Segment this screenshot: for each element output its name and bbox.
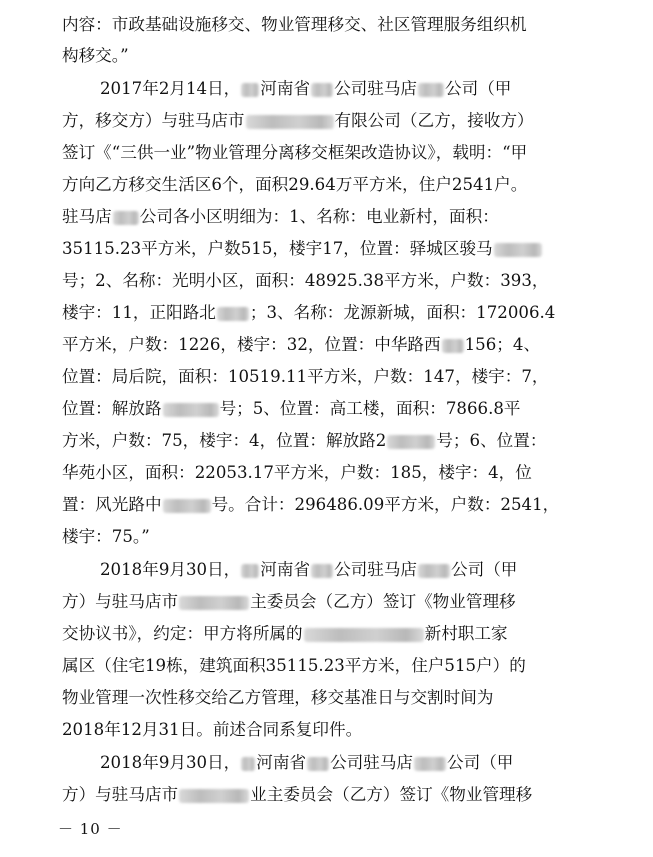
text-line: 2018年12月31日。前述合同系复印件。: [62, 720, 363, 739]
text-line: 35115.23平方米，户数515，楼宇17，位置：驿城区骏马: [62, 234, 543, 264]
redaction: [414, 757, 446, 771]
redaction: [241, 564, 259, 578]
redaction: [418, 83, 444, 97]
text-line: 签订《“三供一业”物业管理分离移交框架改造协议》，载明：“甲: [62, 143, 528, 162]
redaction: [217, 307, 249, 321]
text-line: 位置：局后院，面积：10519.11平方米，户数：147，楼宇：7，: [62, 367, 549, 386]
text-line: 方向乙方移交生活区6个，面积29.64万平方米，住户2541户。: [62, 175, 528, 194]
text-line: 交协议书》，约定：甲方将所属的 新村职工家: [62, 624, 508, 643]
text-line: 位置：解放路 号；5、位置：高工楼，面积：7866.8平: [62, 399, 521, 418]
text-line: 2018年9月30日， 河南省 公司驻马店 公司（甲: [100, 560, 518, 579]
text-line: 方，移交方）与驻马店市 有限公司（乙方，接收方）: [62, 111, 534, 130]
page-number: － 10 －: [58, 820, 123, 838]
text-line: 方）与驻马店市 业主委员会（乙方）签订《物业管理移: [62, 785, 533, 804]
text-line: 号；2、名称：光明小区，面积：48925.38平方米，户数：393，: [62, 271, 549, 290]
redaction: [307, 757, 329, 771]
text-line: 平方米，户数：1226，楼宇：32，位置：中华路西 156；4、: [62, 335, 541, 354]
redaction: [163, 403, 219, 417]
redaction: [246, 115, 334, 129]
redaction: [387, 435, 435, 449]
text-line: 置：风光路中 号。合计：296486.09平方米，户数：2541，: [62, 495, 560, 514]
redaction: [163, 499, 211, 513]
text-line: 楼宇：75。”: [62, 527, 150, 546]
text-line: 方米，户数：75，楼宇：4，位置：解放路2 号；6、位置：: [62, 431, 547, 450]
text-line: 2017年2月14日， 河南省 公司驻马店 公司（甲: [100, 79, 512, 98]
text-line: 方）与驻马店市 主委员会（乙方）签订《物业管理移: [62, 592, 516, 611]
redaction: [241, 83, 259, 97]
redaction: [179, 789, 249, 803]
redaction: [304, 628, 424, 642]
text-line: 内容：市政基础设施移交、物业管理移交、社区管理服务组织机: [62, 15, 527, 34]
text-line: 物业管理一次性移交给乙方管理，移交基准日与交割时间为: [62, 688, 494, 707]
redaction: [241, 757, 255, 771]
redaction: [113, 211, 139, 225]
text-line: 驻马店 公司各小区明细为：1、名称：电业新村，面积：: [62, 207, 499, 226]
redaction: [494, 243, 542, 257]
redaction: [442, 339, 464, 353]
redaction: [418, 564, 450, 578]
text-line: 2018年9月30日， 河南省 公司驻马店 公司（甲: [100, 753, 514, 772]
text-line: 楼宇：11，正阳路北 ；3、名称：龙源新城，面积：172006.4: [62, 303, 556, 322]
redaction: [179, 596, 249, 610]
redaction: [311, 564, 333, 578]
text-line: 华苑小区，面积：22053.17平方米，户数：185，楼宇：4，位: [62, 463, 532, 482]
text-line: 属区（住宅19栋，建筑面积35115.23平方米，住户515户）的: [62, 656, 526, 675]
text-line: 构移交。”: [62, 46, 129, 65]
redaction: [311, 83, 333, 97]
